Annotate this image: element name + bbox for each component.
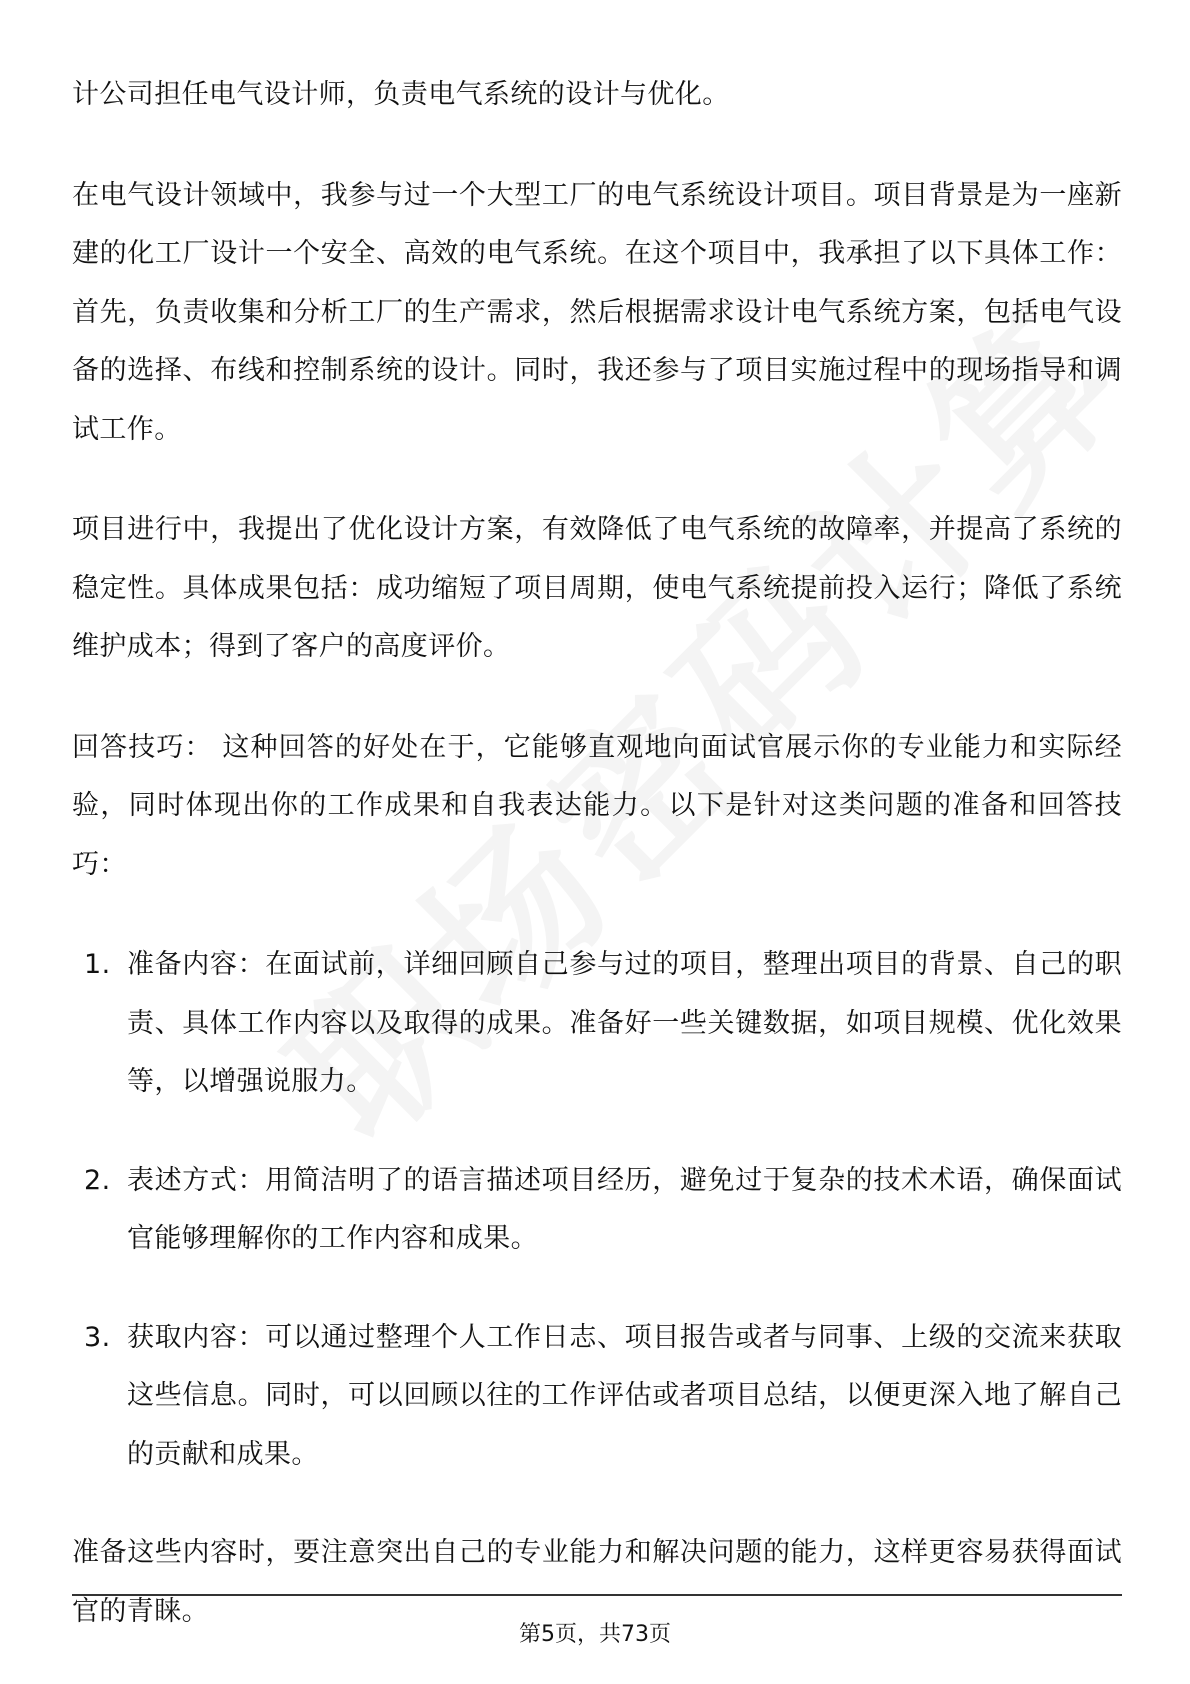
list-item-text: 获取内容：可以通过整理个人工作日志、项目报告或者与同事、上级的交流来获取这些信息。同时，可以回顾以往的工作评估或者项目总结，以便更深入地了解自己的贡献和成果。 <box>127 1321 1122 1470</box>
paragraph-answer-tips: 回答技巧： 这种回答的好处在于，它能够直观地向面试官展示你的专业能力和实际经验，同时体现出你的工作成果和自我表达能力。以下是针对这类问题的准备和回答技巧： <box>72 731 1122 880</box>
list-item-number: 2. <box>84 1164 111 1196</box>
list-item <box>72 936 1122 1112</box>
tips-list <box>72 936 1122 1484</box>
list-item-number: 1. <box>84 949 111 980</box>
list-item <box>72 1309 1122 1485</box>
paragraph-conclusion: 准备这些内容时，要注意突出自己的专业能力和解决问题的能力，这样更容易获得面试官的青睐。 <box>72 1537 1122 1627</box>
footer-divider <box>72 1594 1122 1596</box>
paragraph-intro-continuation: 计公司担任电气设计师，负责电气系统的设计与优化。 <box>72 79 730 110</box>
paragraph-project-results: 项目进行中，我提出了优化设计方案，有效降低了电气系统的故障率，并提高了系统的稳定性。具体成果包括：成功缩短了项目周期，使电气系统提前投入运行；降低了系统维护成本；得到了客户的高度评价。 <box>72 514 1122 662</box>
paragraph-project-description: 在电气设计领域中，我参与过一个大型工厂的电气系统设计项目。项目背景是为一座新建的化工厂设计一个安全、高效的电气系统。在这个项目中，我承担了以下具体工作：首先，负责收集和分析工厂的生产需求，然后根据需求设计电气系统方案，包括电气设备的选择、布线和控制系统的设计。同时，我还参与了项目实施过程中的现场指导和调试工作。 <box>72 179 1122 445</box>
document-body <box>72 66 1122 1683</box>
list-item-text: 准备内容：在面试前，详细回顾自己参与过的项目，整理出项目的背景、自己的职责、具体工作内容以及取得的成果。准备好一些关键数据，如项目规模、优化效果等，以增强说服力。 <box>127 949 1122 1097</box>
list-item-number: 3. <box>84 1321 111 1353</box>
list-item <box>72 1152 1122 1269</box>
page-number: 第5页，共73页 <box>519 1622 671 1647</box>
list-item-text: 表述方式：用简洁明了的语言描述项目经历，避免过于复杂的技术术语，确保面试官能够理解你的工作内容和成果。 <box>127 1164 1122 1254</box>
